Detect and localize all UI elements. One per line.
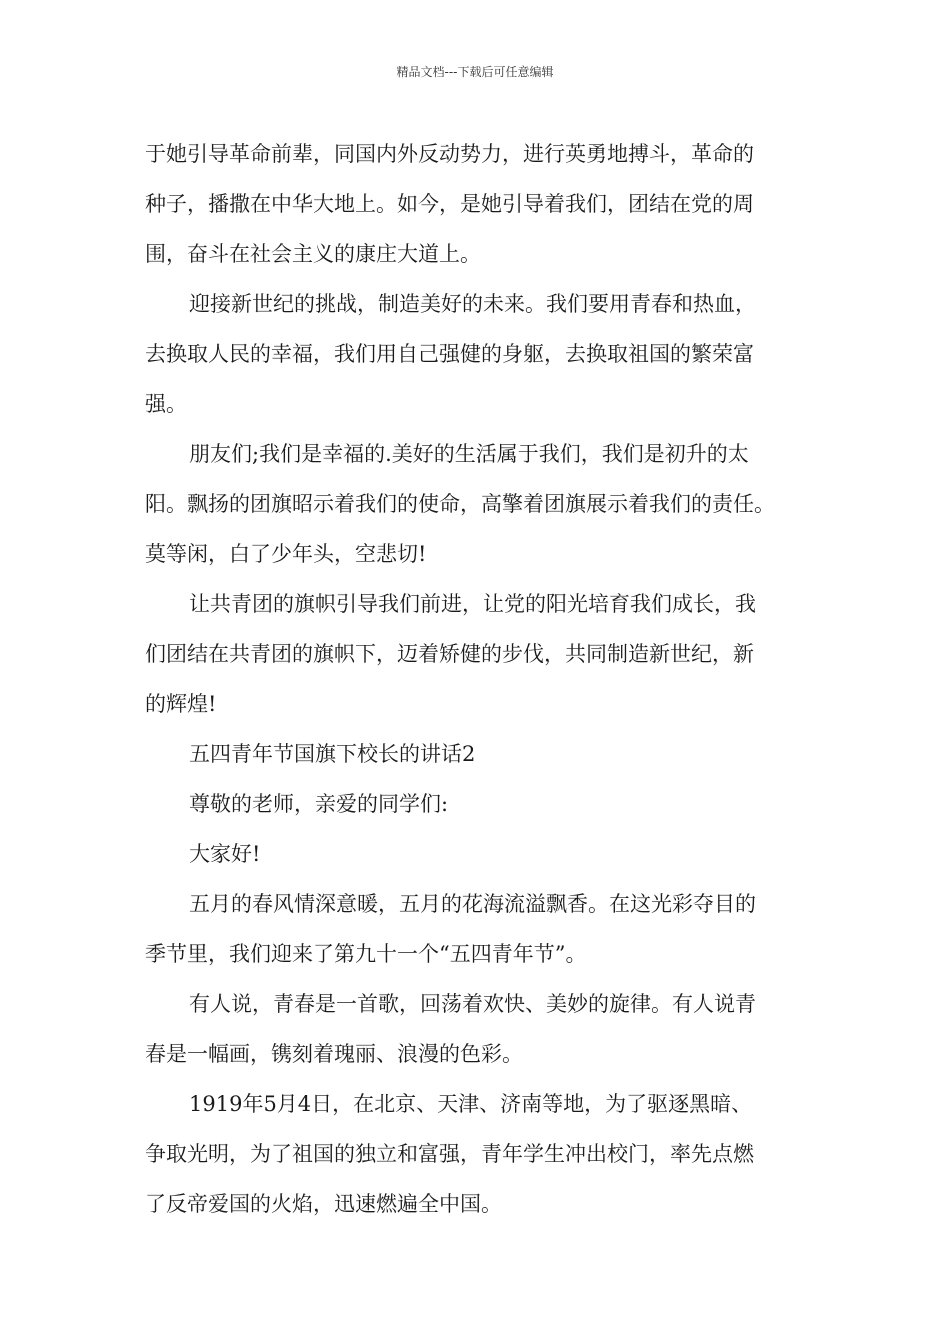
text-line: 阳。飘扬的团旗昭示着我们的使命，高擎着团旗展示着我们的责任。 <box>145 492 775 516</box>
text-line: 种子，播撒在中华大地上。如今，是她引导着我们，团结在党的周 <box>145 192 754 216</box>
paragraph <box>145 129 817 279</box>
paragraph <box>145 729 817 779</box>
text-line: 迎接新世纪的挑战，制造美好的未来。我们要用青春和热血， <box>189 292 756 316</box>
text-line: 莫等闲，白了少年头，空悲切! <box>145 542 427 566</box>
paragraph <box>145 579 817 729</box>
paragraph <box>145 429 817 579</box>
text-line: 尊敬的老师，亲爱的同学们: <box>189 792 449 816</box>
paragraph <box>145 279 817 429</box>
page-header: 精品文档---下载后可任意编辑 <box>396 65 554 79</box>
paragraph <box>145 1079 817 1229</box>
text-line: 的辉煌! <box>145 692 217 716</box>
text-line: 强。 <box>145 392 187 416</box>
paragraph <box>145 879 817 979</box>
text-line: 围，奋斗在社会主义的康庄大道上。 <box>145 242 481 266</box>
text-line: 了反帝爱国的火焰，迅速燃遍全中国。 <box>145 1192 502 1216</box>
text-line: 大家好! <box>189 842 261 866</box>
text-line: 争取光明，为了祖国的独立和富强，青年学生冲出校门，率先点燃 <box>145 1142 754 1166</box>
paragraph <box>145 829 817 879</box>
paragraph <box>145 779 817 829</box>
text-line: 有人说，青春是一首歌，回荡着欢快、美妙的旋律。有人说青 <box>189 992 756 1016</box>
paragraph <box>145 979 817 1079</box>
text-line: 朋友们;我们是幸福的.美好的生活属于我们，我们是初升的太 <box>189 442 749 466</box>
text-line: 季节里，我们迎来了第九十一个“五四青年节”。 <box>145 942 587 966</box>
text-line: 春是一幅画，镌刻着瑰丽、浪漫的色彩。 <box>145 1042 523 1066</box>
text-line: 于她引导革命前辈，同国内外反动势力，进行英勇地搏斗，革命的 <box>145 142 754 166</box>
text-line: 五月的春风情深意暖，五月的花海流溢飘香。在这光彩夺目的 <box>189 892 756 916</box>
text-line: 去换取人民的幸福，我们用自己强健的身躯，去换取祖国的繁荣富 <box>145 342 754 366</box>
text-line: 五四青年节国旗下校长的讲话2 <box>189 742 476 766</box>
document-body <box>145 129 817 1229</box>
text-line: 让共青团的旗帜引导我们前进，让党的阳光培育我们成长，我 <box>189 592 756 616</box>
text-line: 们团结在共青团的旗帜下，迈着矫健的步伐，共同制造新世纪，新 <box>145 642 754 666</box>
text-line: 1919年5月4日，在北京、天津、济南等地，为了驱逐黑暗、 <box>189 1092 753 1116</box>
